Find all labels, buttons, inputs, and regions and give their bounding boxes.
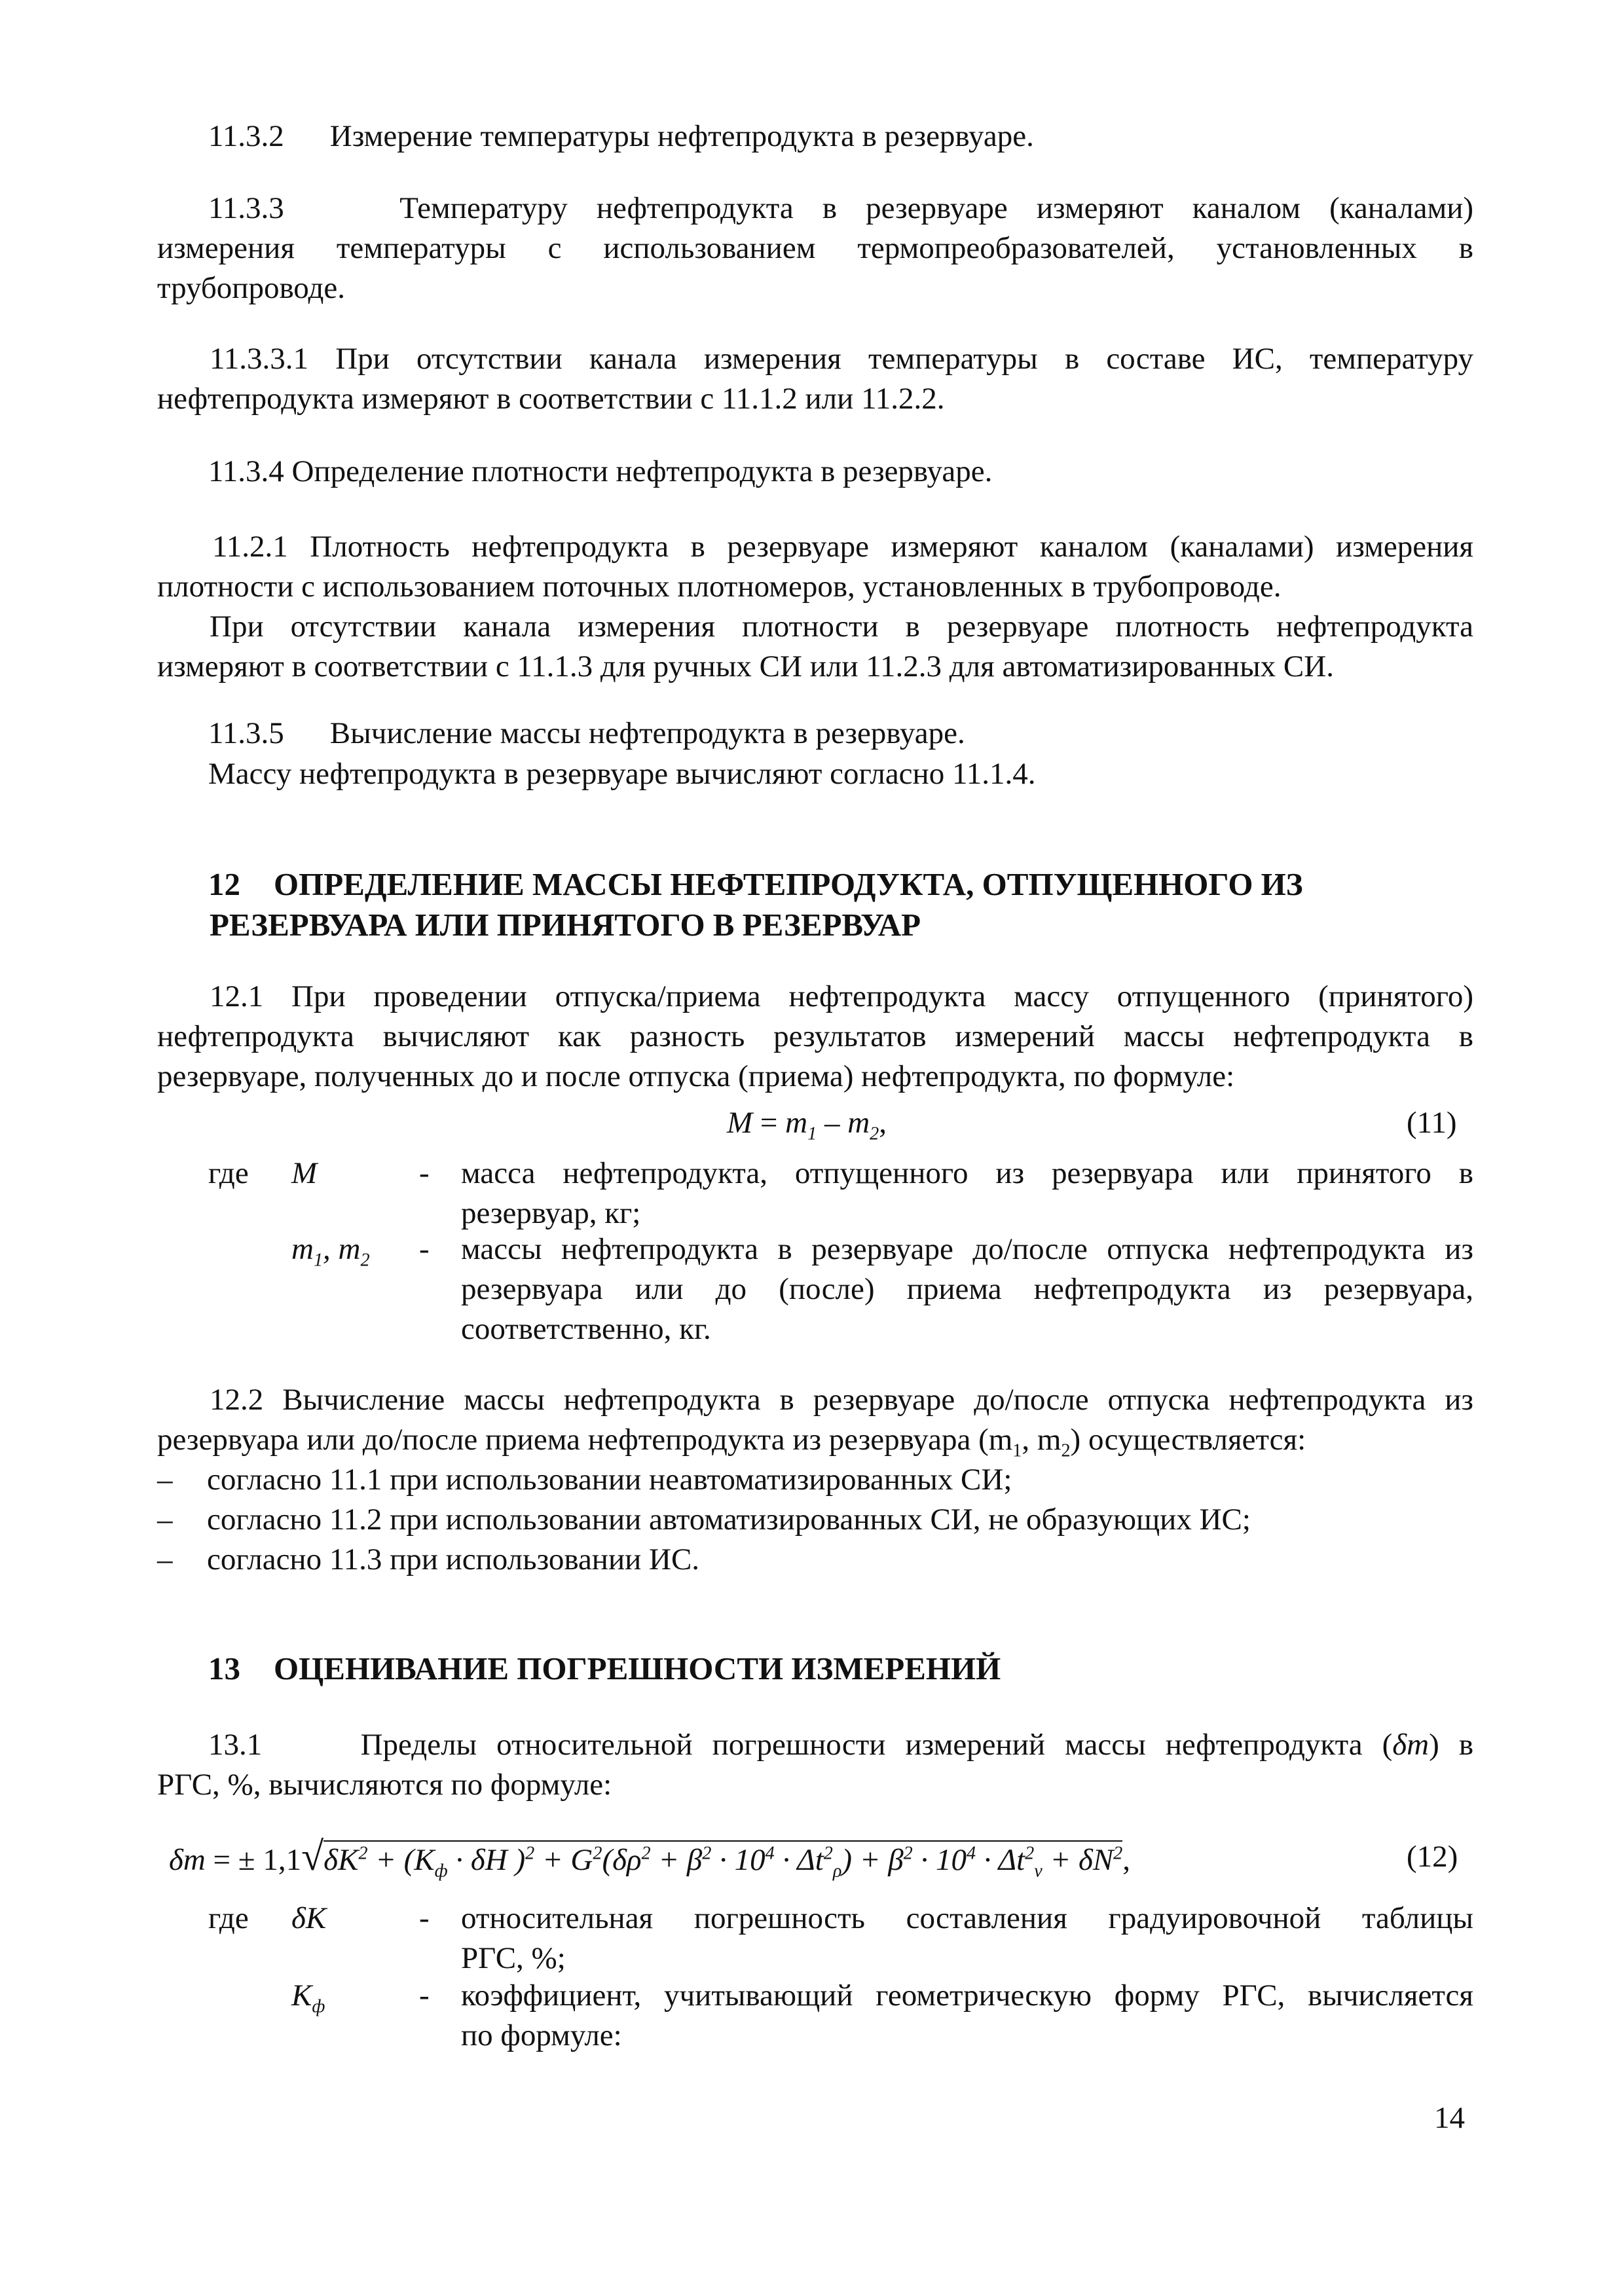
section-number: 12	[208, 866, 240, 902]
symbol-M: M	[291, 1156, 318, 1190]
clause-text: Вычисление массы нефтепродукта в резервуаре.	[329, 716, 965, 750]
definition-Kf: коэффициент, учитывающий геометрическую форму РГС, вычисляется по формуле:	[461, 1978, 1473, 2052]
radicand: $\delta K^2 + (K_ф \cdot \delta H$ )$^2 + G^2(\delta\rho^2 + \beta^2 \cdot 10^4 \cdot \Delta t^2_\rho) + \beta^2 \cdot 10^4 \cdot \Delta t^2_v + \delta N^2$	[323, 1840, 1122, 1877]
paragraph-12-2	[157, 1380, 1473, 1460]
text-line: Температуру нефтепродукта в резервуаре измеряют каналом (каналами)	[399, 191, 1473, 225]
section-heading: ОПРЕДЕЛЕНИЕ МАССЫ НЕФТЕПРОДУКТА, ОТПУЩЕННОГО ИЗ	[274, 866, 1303, 902]
text-line: плотности с использованием поточных плотномеров, установленных в трубопроводе.	[157, 570, 1282, 604]
text-line: 13.1 Пределы относительной погрешности измерений массы нефтепродукта (δm) в	[208, 1728, 1474, 1762]
page-number: 14	[1434, 2101, 1465, 2135]
paragraph-11-3-4: 11.3.4 Определение плотности нефтепродукта в резервуаре.	[208, 454, 993, 488]
text-line: нефтепродукта измеряют в соответствии с 11.1.2 или 11.2.2.	[157, 382, 945, 416]
clause-number: 11.3.3	[208, 191, 284, 225]
clause-number: 11.3.5	[208, 716, 284, 750]
definition-dash: -	[419, 1901, 430, 1935]
text-line: 11.2.1 Плотность нефтепродукта в резервуаре измеряют каналом (каналами) измерения	[212, 530, 1473, 564]
text-line: 11.3.3.1 При отсутствии канала измерения температуры в составе ИС, температуру	[210, 342, 1473, 376]
definition-dash: -	[419, 1978, 430, 2013]
definition-M: масса нефтепродукта, отпущенного из резервуара или принятого в резервуар, кг;	[461, 1156, 1473, 1230]
where-label: где	[208, 1156, 249, 1190]
formula-number: (12)	[1407, 1840, 1458, 1874]
sqrt-sign: √	[301, 1834, 324, 1879]
clause-number: 11.3.2	[208, 119, 284, 153]
text-line: 12.1 При проведении отпуска/приема нефтепродукта массу отпущенного (принятого)	[210, 979, 1473, 1013]
text-line: 12.2 Вычисление массы нефтепродукта в резервуаре до/после отпуска нефтепродукта из	[210, 1383, 1473, 1417]
symbol-dK: δK	[291, 1901, 327, 1935]
text-line: измерения температуры с использованием термопреобразователей, установленных в	[157, 231, 1473, 265]
paragraph-11-3-5	[208, 714, 965, 754]
list-item: – согласно 11.3 при использовании ИС.	[157, 1542, 700, 1576]
text-line: РГС, %, вычисляются по формуле:	[157, 1768, 612, 1802]
list-item: – согласно 11.2 при использовании автоматизированных СИ, не образующих ИС;	[157, 1503, 1251, 1537]
definition-dash: -	[419, 1156, 430, 1190]
definition-m1-m2: массы нефтепродукта в резервуаре до/после отпуска нефтепродукта из резервуара или до (после) приема нефтепродукта из резервуара, соответственно, кг.	[461, 1232, 1473, 1346]
clause-number: 13.1	[208, 1728, 263, 1762]
text-line: резервуара или до/после приема нефтепродукта из резервуара ($m_1$, $m_2$) осуществляется:	[157, 1423, 1306, 1461]
paragraph-11-3-3-1	[157, 339, 1473, 419]
clause-text: Измерение температуры нефтепродукта в резервуаре.	[329, 119, 1034, 153]
section-heading: ОЦЕНИВАНИЕ ПОГРЕШНОСТИ ИЗМЕРЕНИЙ	[274, 1650, 1001, 1686]
paragraph-11-3-2	[208, 117, 1034, 156]
paragraph-11-3-3	[157, 189, 1473, 308]
formula-11: $M = m_1 - m_2$,	[727, 1106, 887, 1144]
paragraph-13-1	[157, 1725, 1473, 1805]
formula-12: δm = ± $1,1√\delta K^2 + (K_ф \cdot \delta H$ )$^2 + G^2(\delta\rho^2 + \beta^2 \cdot 10^4 \cdot \Delta t^2_\rho) + \beta^2 \cdot 10^4 \cdot \Delta t^2_v + \delta N^2$,	[169, 1834, 1131, 1882]
where-label: где	[208, 1901, 249, 1935]
formula-number: (11)	[1407, 1106, 1457, 1140]
text-line: трубопроводе.	[157, 271, 345, 305]
text-line: Массу нефтепродукта в резервуаре вычисляют согласно 11.1.4.	[208, 757, 1036, 791]
definition-dash: -	[419, 1232, 430, 1266]
text-line: При отсутствии канала измерения плотности в резервуаре плотность нефтепродукта	[210, 610, 1473, 644]
section-heading: РЕЗЕРВУАРА ИЛИ ПРИНЯТОГО В РЕЗЕРВУАР	[210, 907, 921, 943]
text-line: нефтепродукта вычисляют как разность результатов измерений массы нефтепродукта в	[157, 1019, 1473, 1053]
text-line: резервуаре, полученных до и после отпуска (приема) нефтепродукта, по формуле:	[157, 1059, 1235, 1093]
section-number: 13	[208, 1650, 240, 1686]
list-item: – согласно 11.1 при использовании неавтоматизированных СИ;	[157, 1463, 1012, 1497]
text-line: измеряют в соответствии с 11.1.3 для ручных СИ или 11.2.3 для автоматизированных СИ.	[157, 649, 1334, 683]
paragraph-11-2-1	[157, 527, 1473, 687]
paragraph-12-1	[157, 977, 1473, 1097]
definition-dK: относительная погрешность составления градуировочной таблицы РГС, %;	[461, 1901, 1473, 1975]
symbol-Kf: $K_ф$	[291, 1978, 325, 2017]
symbol-m1-m2: $m_1$, $m_2$	[291, 1232, 370, 1271]
